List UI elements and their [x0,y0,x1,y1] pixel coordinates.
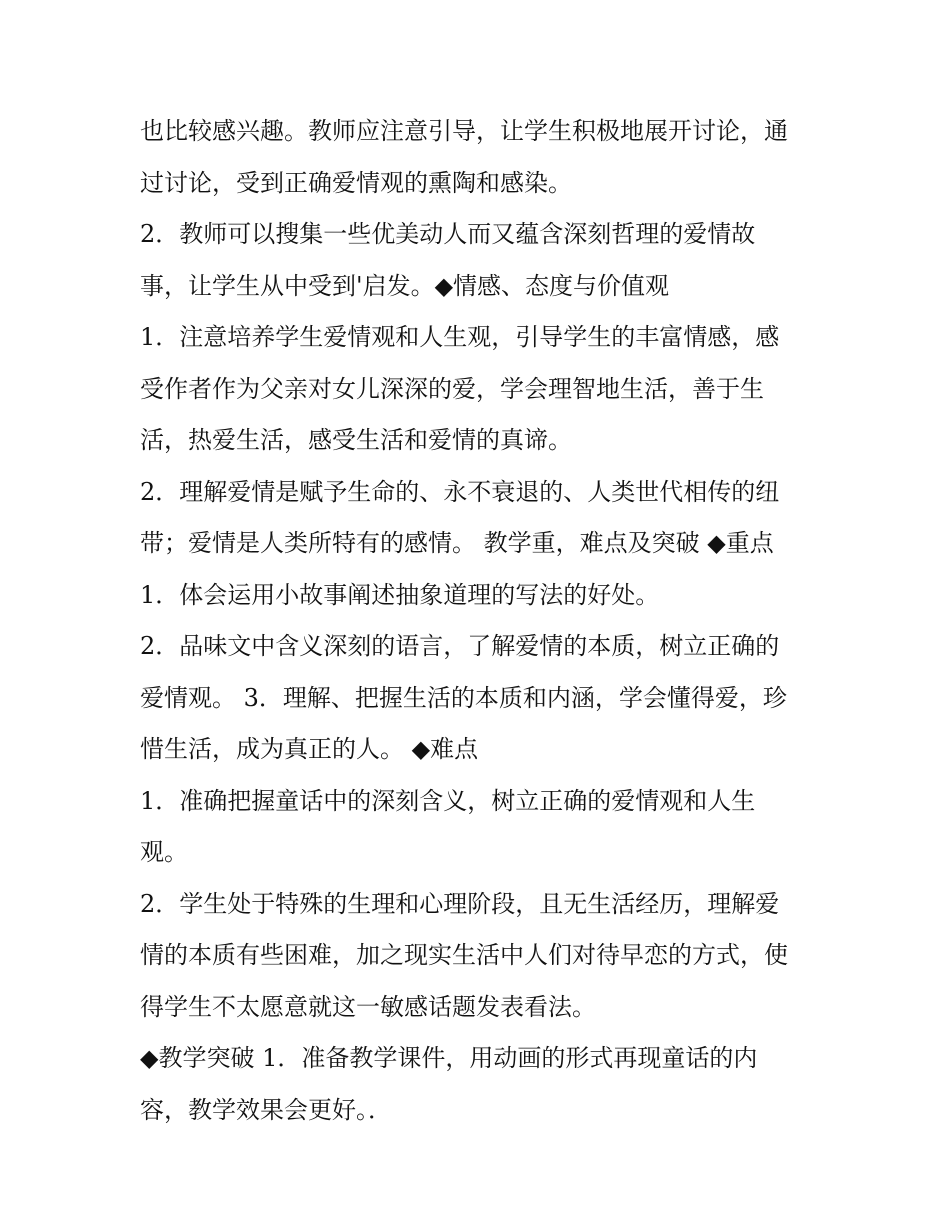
text-line: 1．注意培养学生爱情观和人生观，引导学生的丰富情感，感 [140,323,780,351]
text-line: 观。 [140,838,188,866]
text-line: 情的本质有些困难，加之现实生活中人们对待早恋的方式，使 [140,941,788,969]
text-line: 2．教师可以搜集一些优美动人而又蕴含深刻哲理的爱情故 [140,220,756,248]
text-line: 2．学生处于特殊的生理和心理阶段，且无生活经历，理解爱 [140,889,780,918]
text-line: 过讨论，受到正确爱情观的熏陶和感染。 [140,168,572,197]
text-line: 2．品味文中含义深刻的语言，了解爱情的本质，树立正确的 [140,632,780,660]
text-line: 受作者作为父亲对女儿深深的爱，学会理智地生活，善于生 [140,374,764,403]
text-line: 惜生活，成为真正的人。 ◆难点 [140,735,479,763]
text-line: 事，让学生从中受到'启发。◆情感、态度与价值观 [140,271,670,300]
text-line: 带；爱情是人类所特有的感情。 教学重，难点及突破 ◆重点 [140,529,774,557]
text-line: 容，教学效果会更好。． [140,1095,392,1124]
text-line: 爱情观。 3．理解、把握生活的本质和内涵，学会懂得爱，珍 [140,683,787,712]
text-line: 1．体会运用小故事阐述抽象道理的写法的好处。 [140,580,660,609]
text-line: 1．准确把握童话中的深刻含义，树立正确的爱情观和人生 [140,786,756,815]
text-line: 活，热爱生活，感受生活和爱情的真谛。 [140,426,572,454]
text-line: 2．理解爱情是赋予生命的、永不衰退的、人类世代相传的纽 [140,477,780,506]
body-text [140,106,830,1136]
text-line: 也比较感兴趣。教师应注意引导，让学生积极地展开讨论，通 [140,117,788,145]
text-line: 得学生不太愿意就这一敏感话题发表看法。 [140,992,596,1021]
text-line: ◆教学突破 1．准备教学课件，用动画的形式再现童话的内 [140,1044,758,1072]
